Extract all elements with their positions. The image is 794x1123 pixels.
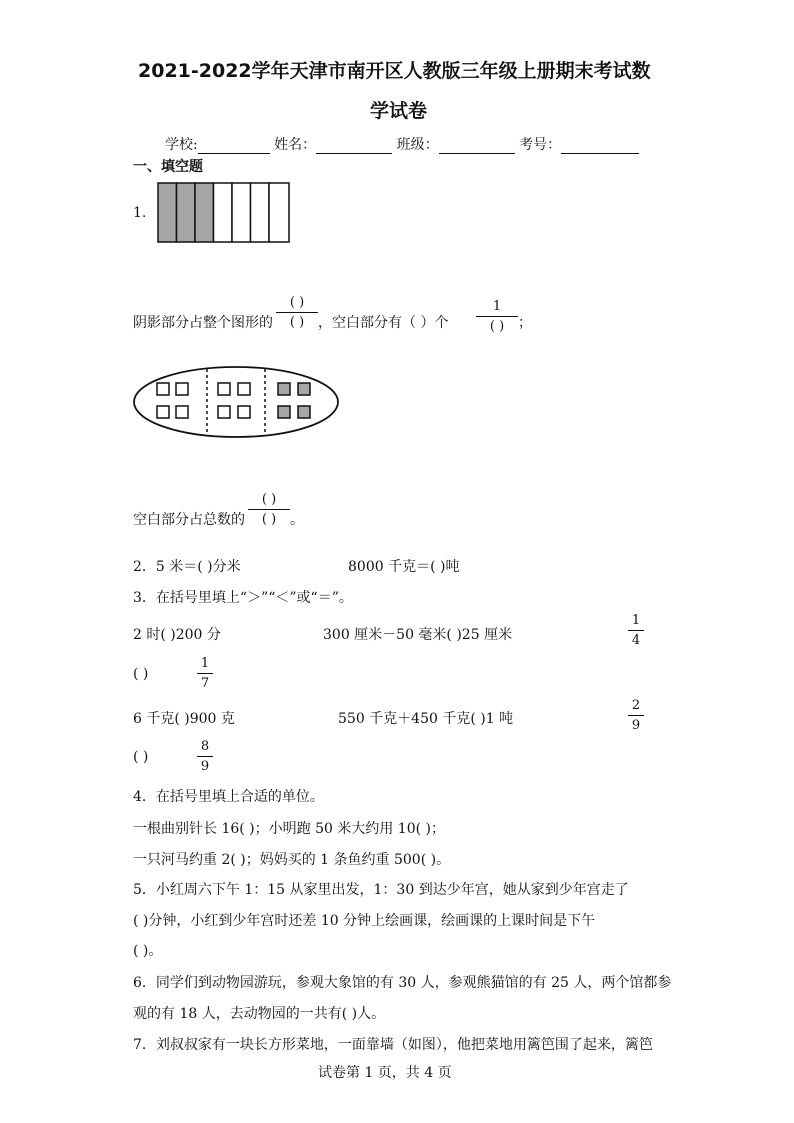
shaded-square [298, 406, 310, 418]
q1-fraction-c-denominator[interactable]: ( ) [261, 512, 277, 527]
strip-diagram [157, 182, 291, 244]
q1-text-b-end: ； [518, 315, 532, 331]
q3-fraction-2-numerator: 1 [200, 656, 210, 671]
class-label: 班级： [396, 137, 439, 153]
fraction-bar [476, 316, 518, 317]
strip-cell-5 [232, 183, 251, 242]
q3-fraction-2 [197, 655, 213, 692]
q3-fraction-4-numerator: 8 [200, 739, 210, 754]
info-line [165, 134, 639, 154]
q1-fraction-b-denominator[interactable]: ( ) [489, 319, 505, 334]
fraction-bar [276, 312, 318, 313]
q3-fraction-2-denominator: 7 [200, 676, 210, 691]
q1-text-a: 阴影部分占整个图形的 [133, 315, 273, 331]
fraction-bar [628, 630, 644, 631]
school-label: 学校: [165, 137, 198, 153]
q3-fraction-1-numerator: 1 [631, 613, 641, 628]
q6-line1: 6．同学们到动物园游玩，参观大象馆的有 30 人，参观熊猫馆的有 25 人，两个馆都参 [133, 975, 672, 991]
section-fill-blank: 一、填空题 [133, 159, 203, 175]
name-field[interactable] [316, 139, 392, 154]
q3-stem: 3．在括号里填上“＞”“＜”或“＝”。 [133, 590, 353, 606]
q4-line1: 一根曲别针长 16( )；小明跑 50 米大约用 10( )； [133, 821, 445, 837]
ellipse-squares-diagram [132, 364, 342, 440]
q5-line1: 5．小红周六下午 1：15 从家里出发，1：30 到达少年宫，她从家到少年宫走了 [133, 882, 629, 898]
q4-line2: 一只河马约重 2( )；妈妈买的 1 条鱼约重 500( )。 [133, 852, 451, 868]
square [238, 406, 250, 418]
exam-title-line1: 2021-2022学年天津市南开区人教版三年级上册期末考试数 [138, 60, 651, 82]
exam-no-field[interactable] [561, 139, 639, 154]
page-footer: 试卷第 1 页，共 4 页 [318, 1065, 452, 1081]
strip-cell-4 [214, 183, 233, 242]
q1-fraction-b [476, 298, 518, 335]
shaded-square [278, 406, 290, 418]
q3-fraction-4-denominator: 9 [200, 759, 210, 774]
shaded-square [278, 383, 290, 395]
q1-fraction-a [276, 294, 318, 331]
q2-part2: 8000 千克＝( )吨 [348, 559, 460, 575]
q1-number: 1. [133, 205, 147, 221]
shaded-square [298, 383, 310, 395]
q4-stem: 4．在括号里填上合适的单位。 [133, 789, 324, 805]
strip-cell-3 [195, 183, 214, 242]
q1-text-c: 空白部分占总数的 [133, 512, 245, 528]
square [176, 383, 188, 395]
q1-fraction-a-numerator[interactable]: ( ) [289, 295, 305, 310]
square [218, 406, 230, 418]
q1-fraction-c-numerator[interactable]: ( ) [261, 492, 277, 507]
q3-row1-a: 2 时( )200 分 [133, 627, 221, 643]
q3-row1-b: 300 厘米－50 毫米( )25 厘米 [323, 627, 513, 643]
q1-fraction-b-numerator: 1 [492, 299, 502, 314]
q6-line2: 观的有 18 人，去动物园的一共有( )人。 [133, 1006, 386, 1022]
fraction-bar [248, 509, 290, 510]
strip-cell-7 [269, 183, 289, 242]
q3-row2-a[interactable]: ( ) [133, 666, 149, 682]
q3-fraction-4 [197, 738, 213, 775]
fraction-bar [628, 715, 644, 716]
q3-row3-a: 6 千克( )900 克 [133, 711, 235, 727]
q5-line2: ( )分钟，小红到少年宫时还差 10 分钟上绘画课，绘画课的上课时间是下午 [133, 913, 596, 929]
q3-fraction-3-numerator: 2 [631, 698, 641, 713]
q3-fraction-3-denominator: 9 [631, 718, 641, 733]
strip-cell-6 [251, 183, 270, 242]
q3-fraction-1-denominator: 4 [631, 633, 641, 648]
square [157, 406, 169, 418]
fraction-bar [197, 673, 213, 674]
school-field[interactable] [198, 139, 270, 154]
name-label: 姓名： [274, 137, 317, 153]
q2-part1: 2．5 米＝( )分米 [133, 559, 241, 575]
q1-fraction-c [248, 491, 290, 528]
class-field[interactable] [439, 139, 515, 154]
square [218, 383, 230, 395]
q3-fraction-1 [628, 612, 644, 649]
q3-row3-b: 550 千克＋450 千克( )1 吨 [338, 711, 514, 727]
q7-line1: 7．刘叔叔家有一块长方形菜地，一面靠墙（如图），他把菜地用篱笆围了起来，篱笆 [133, 1037, 653, 1053]
q3-row4-a[interactable]: ( ) [133, 749, 149, 765]
strip-cell-1 [158, 183, 177, 242]
exam-title-line2: 学试卷 [370, 100, 428, 122]
q5-line3: ( )。 [133, 943, 163, 959]
exam-no-label: 考号： [519, 137, 562, 153]
strip-cell-2 [177, 183, 196, 242]
fraction-bar [197, 756, 213, 757]
q1-fraction-a-denominator[interactable]: ( ) [289, 315, 305, 330]
q1-text-c-end: 。 [290, 512, 304, 528]
q1-text-b: ，空白部分有（ ）个 [318, 315, 449, 331]
square [238, 383, 250, 395]
outer-ellipse [134, 367, 338, 437]
q3-fraction-3 [628, 697, 644, 734]
square [157, 383, 169, 395]
square [176, 406, 188, 418]
